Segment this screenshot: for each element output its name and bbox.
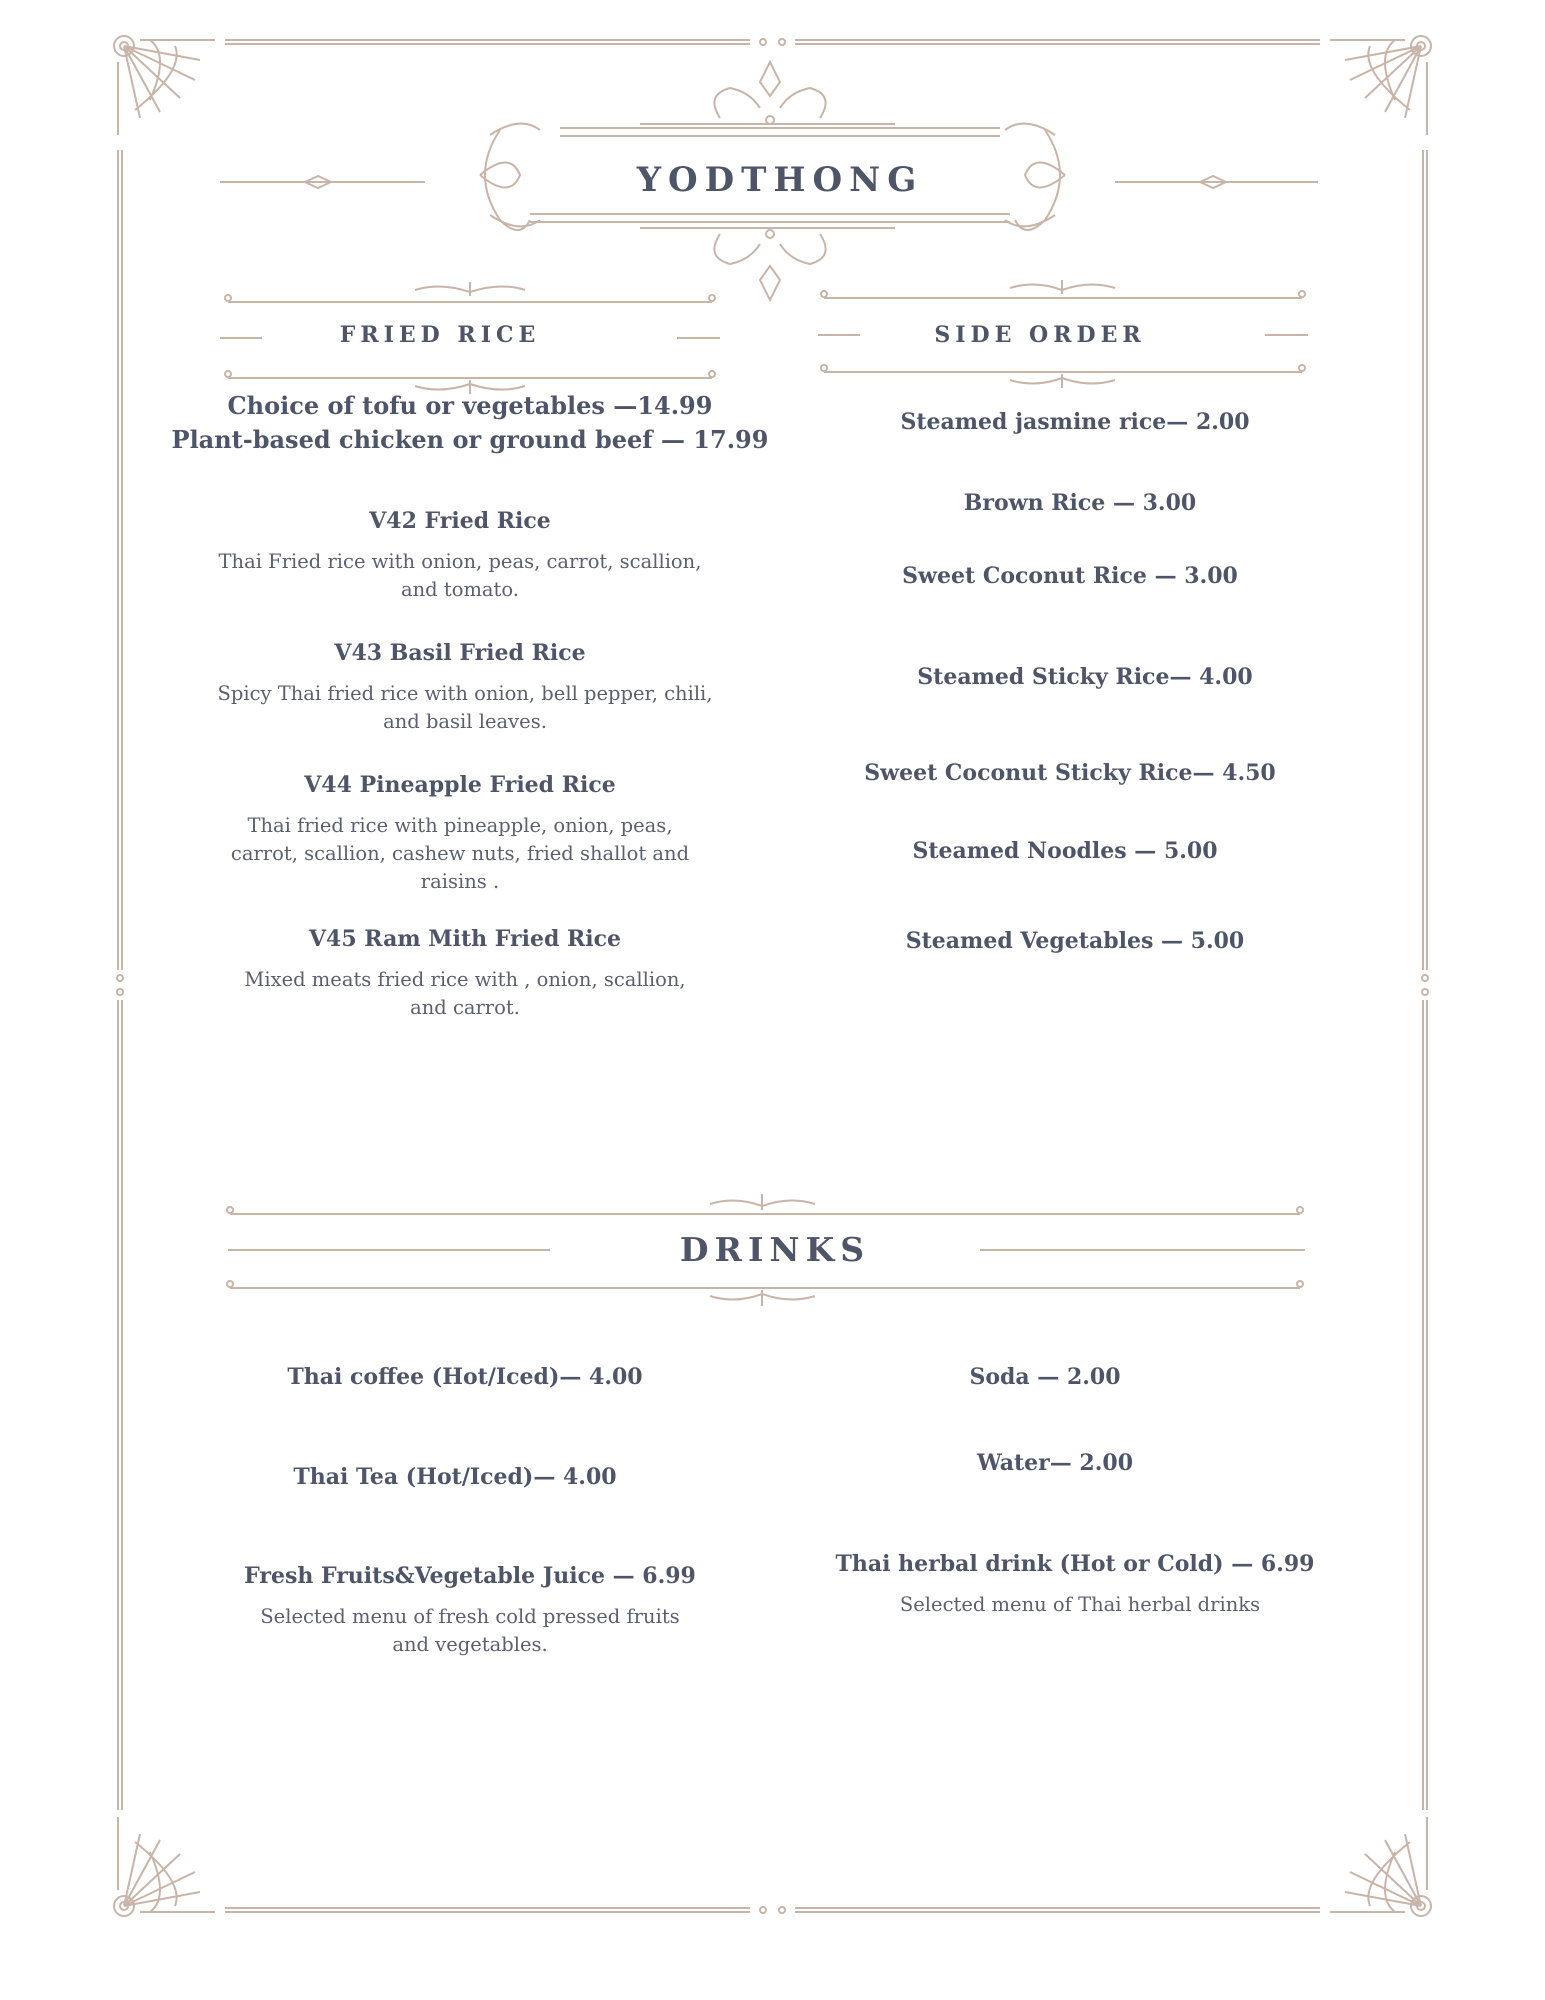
- side-order-item: Brown Rice — 3.00: [963, 490, 1197, 516]
- fried-rice-price-note-2: Plant-based chicken or ground beef — 17.99: [171, 425, 769, 454]
- fried-rice-item-desc: Thai fried rice with pineapple, onion, peas, carrot, scallion, cashew nuts, fried shallot and raisins .: [230, 814, 690, 893]
- drink-item-name: Thai coffee (Hot/Iced)— 4.00: [287, 1364, 643, 1390]
- fried-rice-item-name: V45 Ram Mith Fried Rice: [308, 926, 622, 952]
- fried-rice-item-name: V44 Pineapple Fried Rice: [304, 772, 616, 798]
- fried-rice-heading: FRIED RICE: [339, 322, 541, 348]
- drink-item-name: Thai herbal drink (Hot or Cold) — 6.99: [835, 1551, 1315, 1577]
- side-order-item: Steamed Sticky Rice— 4.00: [917, 664, 1253, 690]
- side-order-item: Sweet Coconut Sticky Rice— 4.50: [864, 760, 1276, 786]
- side-order-item: Sweet Coconut Rice — 3.00: [902, 563, 1238, 589]
- fried-rice-item-desc: Thai Fried rice with onion, peas, carrot, scallion, and tomato.: [218, 550, 702, 601]
- drink-item-name: Water— 2.00: [976, 1450, 1134, 1476]
- fried-rice-item-desc: Spicy Thai fried rice with onion, bell pepper, chili, and basil leaves.: [217, 682, 713, 733]
- drinks-heading: DRINKS: [679, 1230, 871, 1269]
- drink-item-desc: Selected menu of fresh cold pressed fruits and vegetables.: [260, 1605, 680, 1656]
- side-order-heading: SIDE ORDER: [934, 322, 1146, 348]
- side-order-item: Steamed Noodles — 5.00: [912, 838, 1218, 864]
- side-order-item: Steamed Vegetables — 5.00: [905, 928, 1245, 954]
- drink-item-desc: Selected menu of Thai herbal drinks: [899, 1593, 1261, 1616]
- fried-rice-price-note-1: Choice of tofu or vegetables —14.99: [227, 391, 713, 420]
- drink-item-name: Thai Tea (Hot/Iced)— 4.00: [293, 1464, 617, 1490]
- drink-item-name: Soda — 2.00: [969, 1364, 1121, 1390]
- restaurant-name: YODTHONG: [636, 160, 924, 200]
- side-order-item: Steamed jasmine rice— 2.00: [900, 409, 1250, 435]
- fried-rice-item-desc: Mixed meats fried rice with , onion, scallion, and carrot.: [244, 968, 686, 1019]
- fried-rice-item-name: V42 Fried Rice: [369, 508, 551, 534]
- fried-rice-item-name: V43 Basil Fried Rice: [334, 640, 586, 666]
- drink-item-name: Fresh Fruits&Vegetable Juice — 6.99: [244, 1563, 696, 1589]
